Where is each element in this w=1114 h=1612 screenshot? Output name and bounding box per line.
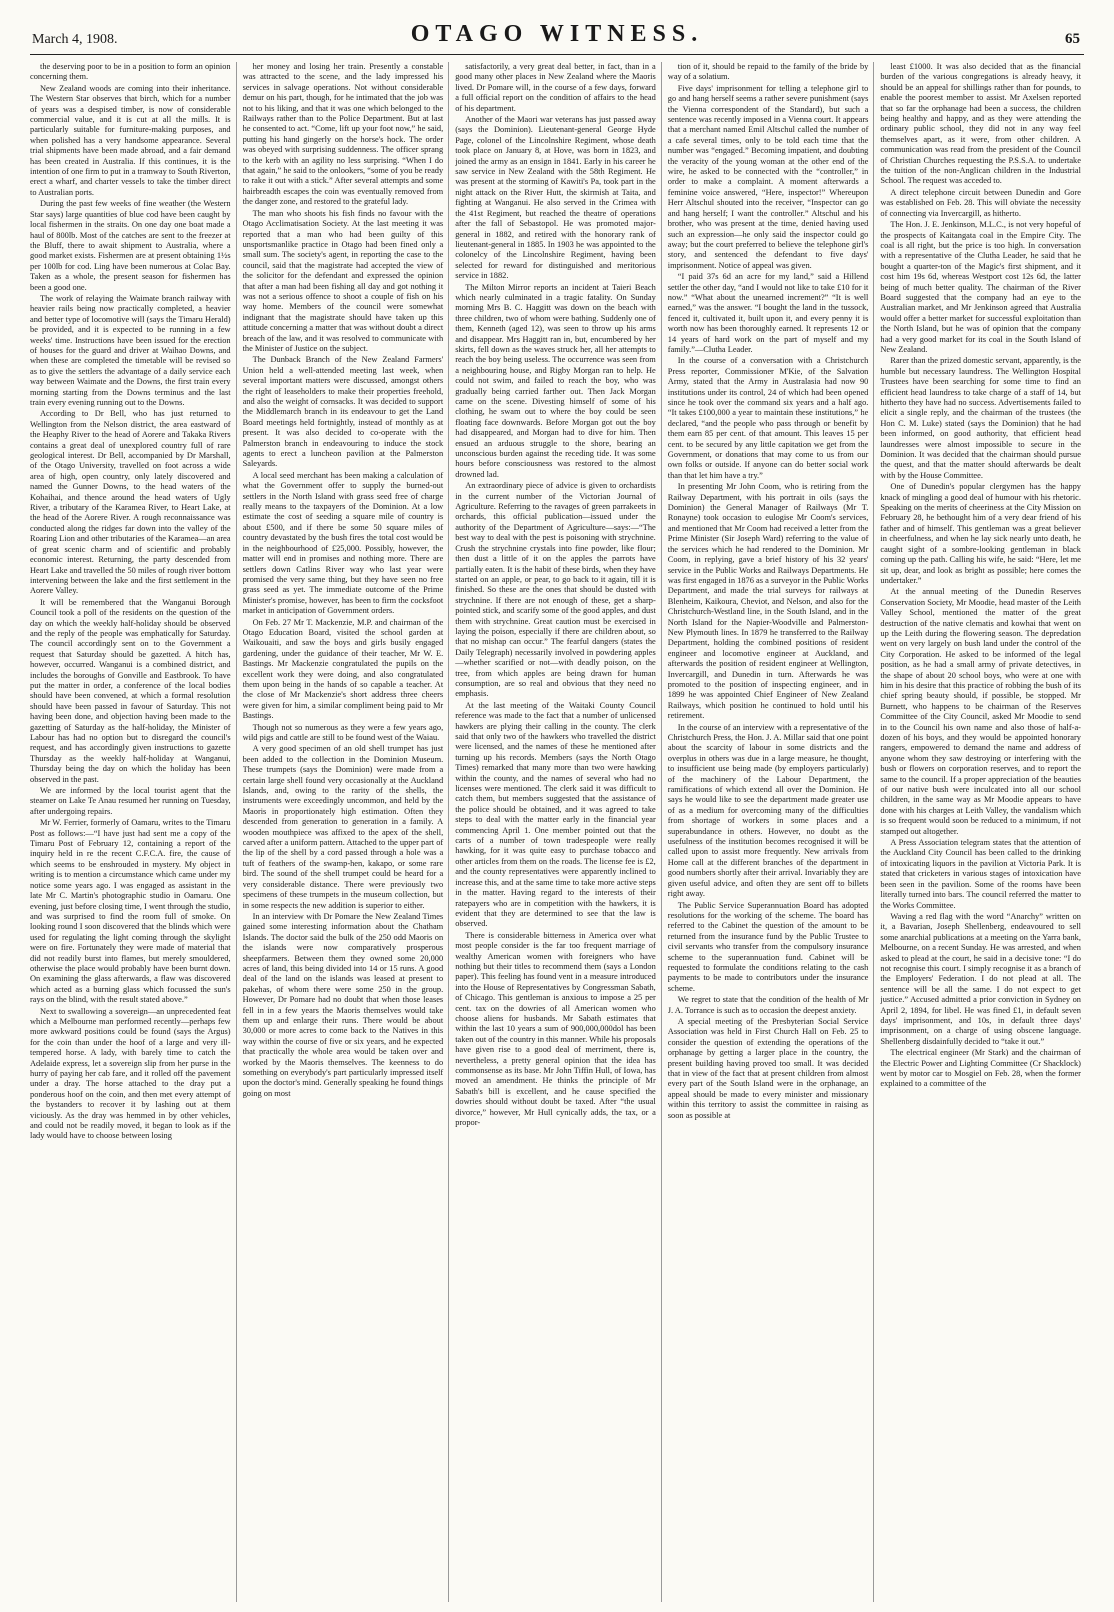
- paragraph: Though not so numerous as they were a few years ago, wild pigs and cattle are still to be found west of the Waiau.: [242, 722, 444, 742]
- paragraph: The man who shoots his fish finds no favour with the Otago Acclimatisation Society. At the last meeting it was reported that a man who had been guilty of this unsportsmanlike practice in Otago had been fined only a small sum. The society's agent, in reporting the case to the council, said that the magistrate had accepted the view of the solicitor for the defendant and expressed the opinion that after a man had been fishing all day and got nothing it was not a serious offence to shoot a couple of fish on his way home. Members of the council were somewhat indignant that the magistrate should have taken up this attitude concerning a matter that was without doubt a direct breach of the law, and it was resolved to communicate with the Minister of Justice on the subject.: [242, 208, 444, 353]
- paragraph: According to Dr Bell, who has just returned to Wellington from the Nelson district, the area eastward of the Heaphy River to the head of Aorere and Takaka Rivers contains a great deal of unexplored country full of rare geological interest. Dr Bell, accompanied by Dr Marshall, of the Otago University, travelled on foot across a wide area of high, open country, only lately discovered and named the Gunner Downs, to the head waters of the Kohaihai, and thence around the head waters of Ugly River, a tributary of the Karamea River, to Heart Lake, at the head of the Aorere River. A rough reconnaissance was conducted along the ridges far down into the valley of the Roaring Lion and other tributaries of the Karamea—an area of great scenic charm and of scientific and probably economic interest. Returning, the party descended from Heart Lake and travelled the 50 miles of rough river bottom intervening between the lake and the first settlement in the Aorere Valley.: [30, 409, 231, 596]
- paragraph: We regret to state that the condition of the health of Mr J. A. Torrance is such as to occasion the deepest anxiety.: [667, 995, 869, 1015]
- paragraph: At the annual meeting of the Dunedin Reserves Conservation Society, Mr Moodie, head master of the Leith Valley School, mentioned the matter of the great destruction of the native clematis and kowhai that went on up the Leith during the flowering season. The depredation went on very largely on bush land under the control of the City Corporation. He asked to be informed of the legal position, as he had a small army of private detectives, in the shape of about 20 school boys, who were at one with him in his desire that this practice of robbing the bush of its chief spring beauty should, if possible, be stopped. Mr Burnett, who happens to be chairman of the Reserves Committee of the City Council, asked Mr Moodie to send in to the Council his own name and also those of half-a-dozen of his boys, and they would be appointed honorary rangers, empowered to demand the name and address of anyone whom they saw destroying or interfering with the bush or flowers on corporation reserves, and to report the same to the council. If a proper appreciation of the beauties of our native bush were inculcated into all our school children, in the same way as Mr Moodie appears to have done with his charges at Leith Valley, the vandalism which is so frequent would soon be reduced to a minimum, if not stamped out altogether.: [880, 587, 1081, 836]
- paragraph: A direct telephone circuit between Dunedin and Gore was established on Feb. 28. This will obviate the necessity of connecting via Invercargill, as hitherto.: [880, 187, 1081, 218]
- paragraph: The Public Service Superannuation Board has adopted resolutions for the working of the scheme. The board has referred to the Cabinet the question of the amount to be returned from the insurance fund by the Public Trustee to civil servants who transfer from the compulsory insurance scheme to the superannuation fund. Cabinet will be requested to formulate the conditions relating to the cash payments to be made to contributors under the insurance scheme.: [667, 900, 869, 993]
- paragraph: Next to swallowing a sovereign—an unprecedented feat which a Melbourne man performed recently—perhaps few more awkward positions could be found (says the Argus) for the coin than under the hoof of a large and very ill-tempered horse. A lady, with barely time to catch the Adelaide express, let a sovereign slip from her purse in the hurry of paying her cab fare, and it rolled off the pavement under a dray. The horse attached to the dray put a ponderous hoof on the coin, and then met every attempt of the bystanders to recover it by lashing out at them viciously. As the dray was hemmed in by other vehicles, and could not be readily moved, it began to look as if the lady would have to choose between losing: [30, 1006, 231, 1141]
- paragraph: Five days' imprisonment for telling a telephone girl to go and hang herself seems a rather severe punishment (says the Vienna correspondent of the Standard), but such a sentence was recently imposed in a Vienna court. It appears that a merchant named Emil Altschul called the number of a cafe several times, only to be told each time that the number was “engaged.” Becoming impatient, and doubting the veracity of the young woman at the other end of the wire, he asked to be connected with the “controller,” in order to make a complaint. A moment afterwards a feminine voice answered, “Here, inspector!” Whereupon Herr Altschul shouted into the receiver, “Inspector can go and hang herself; I want the controller.” Altschul and his brother, who was present at the time, denied having used such an expression—he only said the inspector could go away; but the court preferred to believe the telephone girl's story, and sentenced the defendant to five days' imprisonment. Notice of appeal was given.: [667, 83, 869, 270]
- paragraph: One of Dunedin's popular clergymen has the happy knack of mingling a good deal of humour with his rhetoric. Speaking on the merits of cheeriness at the City Mission on February 28, he bethought him of a very dear friend of his father and of himself. This gentleman was a great believer in cheerfulness, and when he lay sick nearly unto death, he caught sight of a sombre-looking gentleman in black coming up the path. Calling his wife, he said: “Here, let me sit up, dear, and look as bright as possible; here comes the undertaker.”: [880, 482, 1081, 585]
- paragraph: The work of relaying the Waimate branch railway with heavier rails being now practically completed, a heavier and better type of locomotive will (says the Timaru Herald) be provided, and it is expected to be running in a few weeks' time. Instructions have been issued for the erection of houses for the guard and driver at Waihao Downs, and when these are completed the timetable will be revised so as to give the settlers the advantage of a daily service each way between Waimate and the Downs, the first train every morning starting from the Downs terminus and the last train every evening running out to the Downs.: [30, 293, 231, 407]
- article-columns: [30, 62, 1086, 1602]
- paragraph: An extraordinary piece of advice is given to orchardists in the current number of the Victorian Journal of Agriculture. Referring to the ravages of green parrakeets in orchards, this official publication—issued under the authority of the Department of Agriculture—says:—“The best way to deal with the pest is poisoning with strychnine. Crush the strychnine crystals into fine powder, like flour; then dust a little of it on the apples the parrots have partially eaten. It is the habit of these birds, when they have started on an apple, or pear, to go back to it again, till it is finished. So these are the ones that should be dusted with strychnine. If there are not enough of these, get a sharp-pointed stick, and scarify some of the good apples, and dust them with strychnine. Great caution must be exercised in laying the poison, especially if there are children about, so that no mishap can occur.” The fearful dangers (states the Daily Telegraph) necessarily involved in powdering apples—whether scarified or not—with deadly poison, on the tree, from which apples are being drawn for human consumption, are so real and obvious that they need no emphasis.: [455, 481, 656, 699]
- paragraph: During the past few weeks of fine weather (the Western Star says) large quantities of blue cod have been caught by local fishermen in the straits. On one day one boat made a haul of 800lb. Most of the catches are sent to the freezer at the Bluff, there to await shipment to Australia, where a good market exists. Fishermen are at present obtaining 1½s per 100lb for cod. Ling have been numerous at Colac Bay. Taken as a whole, the present season for fishermen has been a good one.: [30, 199, 231, 292]
- paragraph: “I paid 37s 6d an acre for my land,” said a Hillend settler the other day, “and I would not like to take £10 for it now.” “What about the unearned increment?” “It is well earned,” was the answer. “I bought the land in the tussock, fenced it, cultivated it, built upon it, and every penny it is worth now has been thoroughly earned. It represents 12 or 14 years of hard work on the part of myself and my family.”—Clutha Leader.: [667, 272, 869, 354]
- column-2: [243, 62, 450, 1602]
- paragraph: In the course of a conversation with a Christchurch Press reporter, Commissioner M'Kie, of the Salvation Army, stated that the Army in Australasia had now 90 institutions under its control, 24 of which had been opened since he took over the command six years and a half ago. “It takes £100,000 a year to maintain these institutions,” he declared, “and the people who pass through or benefit by them earn 85 per cent. of that amount. This leaves 15 per cent. to be secured by any little capitation we get from the Government, or donations that may come to us from our own folks or outside. If anyone can do better social work than that let him have a try.”: [667, 356, 869, 480]
- masthead: [30, 14, 1084, 55]
- paragraph: tion of it, should be repaid to the family of the bride by way of a solatium.: [667, 62, 869, 82]
- paragraph: At the last meeting of the Waitaki County Council reference was made to the fact that a number of unlicensed hawkers are plying their calling in the county. The clerk said that only two of the hawkers who travelled the district were licensed, and the names of these he mentioned after turning up his records. Members (says the North Otago Times) remarked that many more than two were hawking within the county, and the names of several who had no licenses were mentioned. The clerk said it was difficult to catch them, but members suggested that the assistance of the police should be obtained, and it was agreed to take steps to deal with the matter early in the financial year commencing April 1. One member pointed out that the carts of a number of town tradespeople were really hawking, for it was quite easy to purchase tobacco and other articles from them on the roads. The license fee is £2, and the county representatives were apparently inclined to increase this, and at the same time to take more active steps in the matter. Having regard to the interests of their ratepayers who are in competition with the hawkers, it is evident that they are determined to see that the law is observed.: [455, 700, 656, 929]
- paragraph: Mr W. Ferrier, formerly of Oamaru, writes to the Timaru Post as follows:—“I have just had sent me a copy of the Timaru Post of February 12, containing a report of the inquiry held in re the recent C.F.C.A. fire, the cause of which seems to be enshrouded in mystery. My object in writing is to mention a circumstance which came under my notice some years ago. I was engaged as assistant in the late Mr C. Martin's photographic studio in Oamaru. One evening, just before closing time, I went through the studio, and was surprised to find the room full of smoke. On looking round I soon discovered that the blinds which were used for regulating the light coming through the skylight were on fire. Fortunately they were made of material that did not readily burst into flames, but merely smouldered, otherwise the place would probably have been burnt down. On examining the glass afterwards, a flaw was discovered which acted as a burning glass which focussed the sun's rays on the blind, with the result stated above.”: [30, 818, 231, 1005]
- paragraph: New Zealand woods are coming into their inheritance. The Western Star observes that birch, which for a number of years was a despised timber, is now of considerable commercial value, and it is cut at all the mills. It is particularly suitable for furniture-making purposes, and when polished has a very handsome appearance. Several trial shipments have been made abroad, and a fair demand has been created in Australia. If this continues, it is the intention of one firm to put in a tramway to South Riverton, erect a wharf, and charter vessels to take the timber direct to Australian ports.: [30, 83, 231, 197]
- paragraph: Waving a red flag with the word “Anarchy” written on it, a Bavarian, Joseph Shellenberg, endeavoured to sell some anarchial publications at a meeting on the Yarra bank, Melbourne, on a recent Sunday. He was arrested, and when asked to plead at the court, he said in a decisive tone: “I do not recognise this court. I simply recognise it as a branch of the Employers' Federation. I do not plead at all. The sentence will be all the same. I do not expect to get justice.” Accused admitted a prior conviction in Sydney on April 2, 1894, for libel. He was fined £1, in default seven days' imprisonment, and 10s, in default three days' imprisonment, on a charge of using obscene language. Shellenberg disdainfully decided to “take it out.”: [880, 911, 1081, 1046]
- paragraph: least £1000. It was also decided that as the financial burden of the various congregations is already heavy, it should be an appeal for shillings rather than for pounds, to enable the poorest member to assist. Mr Axelsen reported that so far the orphanage had been a success, the children being healthy and happy, and as they were attending the ordinary public school, they did not in any way feel themselves apart, as it were, from other children. A communication was read from the president of the Council of Christian Churches requesting the P.S.S.A. to undertake the tuition of the non-Anglican children in the Industrial School. The request was acceded to.: [880, 62, 1081, 186]
- paragraph: The Dunback Branch of the New Zealand Farmers' Union held a well-attended meeting last week, when several important matters were discussed, amongst others the right of leaseholders to make their properties freehold, and also the weight of cornsacks. It was decided to support the Middlemarch branch in its endeavour to get the Land Board meetings held fortnightly, instead of monthly as at present. It was also decided to co-operate with the Palmerston branch in endeavouring to induce the stock agents to erect a luncheon pavilion at the Palmerston Saleyards.: [242, 355, 444, 469]
- column-1: [30, 62, 237, 1602]
- paragraph: A special meeting of the Presbyterian Social Service Association was held in First Church Hall on Feb. 25 to consider the question of extending the operations of the orphanage by getting a larger place in the country, the present building having proved too small. It was decided that in view of the fact that at present children from almost every part of the South Island were in the orphanage, an appeal should be made to every minister and missionary within this territory to assist the committee in raising as soon as possible at: [667, 1016, 869, 1120]
- issue-date: March 4, 1908.: [32, 32, 118, 47]
- column-4: [668, 62, 875, 1602]
- paragraph: The electrical engineer (Mr Stark) and the chairman of the Electric Power and Lighting Committee (Cr Shacklock) went by motor car to Mosgiel on Feb. 28, when the former explained to a committee of the: [880, 1048, 1081, 1089]
- paragraph: We are informed by the local tourist agent that the steamer on Lake Te Anau resumed her running on Tuesday, after undergoing repairs.: [30, 786, 231, 816]
- page-number: 65: [1065, 31, 1080, 47]
- column-3: [455, 62, 662, 1602]
- paragraph: Another of the Maori war veterans has just passed away (says the Dominion). Lieutenant-general George Hyde Page, colonel of the Lincolnshire Regiment, whose death took place on January 8, at Hove, was born in 1823, and joined the army as an ensign in 1841. Early in his career he saw service in New Zealand with the 58th Regiment. He was present at the storming of Kawiti's Pa, took part in the night attack on the River Hutt, the skirmish at Taita, and fighting at Wanganui. He also served in the Crimea with the 41st Regiment, but reached the theatre of operations after the fall of Sebastopol. He was promoted major-general in 1882, and retired with the honorary rank of lieutenant-general in 1885. In 1903 he was appointed to the colonelcy of the Lincolnshire Regiment, having been selected for reward for distinguished and meritorious service in 1882.: [455, 115, 656, 281]
- paragraph: The Milton Mirror reports an incident at Taieri Beach which nearly culminated in a tragic fatality. On Sunday morning Mrs B. C. Haggitt was down on the beach with three children, two of whom were bathing. Suddenly one of them, Kenneth (aged 12), was seen to throw up his arms and disappear. Mrs Haggitt ran in, but, encumbered by her skirts, fell down as the waves struck her, all her attempts to reach the boy being useless. The occurrence was seen from a neighbouring house, and Rigby Morgan ran to help. He could not swim, and failed to reach the boy, who was gradually being carried farther out. Then Jack Morgan came on the scene. Divesting himself of some of his clothing, he swam out to where the boy could be seen floating face downwards. Before Morgan got out the boy had disappeared, and Morgan had to dive for him. Then ensued an arduous struggle to the shore, bearing an unconscious burden against the receding tide. It was some hours before consciousness was restored to the almost drowned lad.: [455, 282, 656, 479]
- paragraph: her money and losing her train. Presently a constable was attracted to the scene, and the lady impressed his services in salvage operations. Not without considerable demur on his part, though, for he intimated that the job was not to his liking, and that it was one which belonged to the Railways rather than to the Police Department. But at last he consented to act. “Come, lift up your foot now,” he said, putting his hand gingerly on the horse's hock. The order was obeyed with surprising suddenness. The officer sprang to the kerb with an agility no less surprising. “When I do that again,” he said to the onlookers, “some of you be ready to rake it out with a stick.” After several attempts and some hairbreadth escapes the coin was eventually removed from the danger zone, and restored to the grateful lady.: [242, 62, 444, 207]
- paragraph: There is considerable bitterness in America over what most people consider is the far too frequent marriage of wealthy American women with foreigners who have nothing but their titles to recommend them (says a London paper). This feeling has found vent in a measure introduced into the House of Representatives by Congressman Sabath, of Chicago. This gentleman is anxious to impose a 25 per cent. tax on the dowries of all American women who choose aliens for husbands. Mr Sabath estimates that within the last 10 years a sum of 900,000,000dol has been taken out of the country in this manner. While his proposals have given rise to a good deal of merriment, there is, nevertheless, a pretty general opinion that the idea has commonsense as its base. Mr John Tiffin Hull, of Iowa, has moved an amendment. He thinks the principle of Mr Sabath's bill is excellent, and he cause specified the dowries should without doubt be taxed. After “the usual divorce,” however, Mr Hull cynically adds, the tax, or a propor-: [455, 930, 656, 1128]
- paragraph: It will be remembered that the Wanganui Borough Council took a poll of the residents on the question of the day on which the weekly half-holiday should be observed and the reply of the people was emphatically for Saturday. The council accordingly sent on to the Government a request that Saturday should be gazetted. A hitch has, however, occurred. Wanganui is a combined district, and includes the boroughs of Gonville and Eastbrook. To have put the matter in order, a conference of the local bodies should have been convened, at which a formal resolution should have been passed in favour of Saturday. This not having been done, and objection having been made to the gazetting of Saturday as the half-holiday, the Minister of Labour has had no option but to disregard the council's request, and has accordingly given instructions to gazette Thursday as the weekly half-holiday at Wanganui, Thursday being the day on which the holiday has been observed in the past.: [30, 597, 231, 784]
- paragraph: A very good specimen of an old shell trumpet has just been added to the collection in the Dominion Museum. These trumpets (says the Dominion) were made from a certain large shell found very occasionally at the Auckland Islands, and, owing to the rarity of the shells, the instruments were exceedingly uncommon, and held by the Maoris in proportionately high estimation. Often they descended from generation to generation in a family. A wooden mouthpiece was affixed to the apex of the shell, carved after a uniform pattern. Attached to the upper part of the lip of the shell by a cord passed through a hole was a tuft of feathers of the swamp-hen, kakapo, or some rare bird. The sound of the shell trumpet could be heard for a very considerable distance. There were previously two specimens of these trumpets in the museum collection, but in some respects the new addition is superior to either.: [242, 744, 444, 910]
- paragraph: In an interview with Dr Pomare the New Zealand Times gained some interesting information about the Chatham Islands. The doctor said the bulk of the 250 odd Maoris on the islands were now comparatively prosperous sheepfarmers. Between them they owned some 20,000 acres of land, this being divided into 14 or 15 runs. A good deal of the land on the islands was leased at present to pakehas, of whom there were some 250 in the group. However, Dr Pomare had no doubt that when those leases fell in in a few years the Maoris themselves would take them up and enlarge their runs. There would be about 30,000 or more acres to come back to the Natives in this way within the course of five or six years, and he expected that practically the whole area would be taken over and worked by the Maoris themselves. The keenness to do something on everybody's part particularly impressed itself upon the doctor's mind. Generally speaking he found things going on most: [242, 911, 444, 1098]
- paragraph: satisfactorily, a very great deal better, in fact, than in a good many other places in New Zealand where the Maoris lived. Dr Pomare will, in the course of a few days, forward a full official report on the condition of affairs to the head of his department.: [455, 62, 656, 113]
- paragraph: Rarer than the prized domestic servant, apparently, is the humble but necessary laundress. The Wellington Hospital Trustees have been searching for some time to find an efficient head laundress to take charge of a staff of 14, but hitherto they have had no success. Advertisements failed to elicit a single reply, and the chairman of the trustees (the Hon C. M. Luke) stated (says the Dominion) that he had been informed, on good authority, that efficient head laundresses were almost impossible to secure in the Dominion. It was decided that the chairman should pursue the quest, and that the matter should afterwards be dealt with by the House Committee.: [880, 356, 1081, 480]
- paragraph: The Hon. J. E. Jenkinson, M.L.C., is not very hopeful of the prospects of Kaitangata coal in the Empire City. The coal is all right, but the price is too high. In conversation with a representative of the Clutha Leader, he said that he bought a quarter-ton of the Magic's first shipment, and it cost him 19s 6d, whereas Westport cost 12s 6d, the latter being of much better quality. The chairman of the River Board suggested that the company had an eye to the Australian market, and Mr Jenkinson agreed that Australia would offer a better market for successful exploitation than the North Island, but he was of opinion that the company had a very good market for its coal in the South Island of New Zealand.: [880, 220, 1081, 354]
- newspaper-title: OTAGO WITNESS.: [410, 21, 704, 47]
- paragraph: In presenting Mr John Coom, who is retiring from the Railway Department, with his portrait in oils (says the Dominion) the General Manager of Railways (Mr T. Ronayne) took occasion to eulogise Mr Coom's services, and mentioned that Mr Coom had received a letter from the Prime Minister (Sir Joseph Ward) referring to the value of the services which he had rendered to the Dominion. Mr Coom, in replying, gave a brief history of his 32 years' service in the Public Works and Railways Departments. He was first engaged in 1876 as a surveyor in the Public Works Department, and made the trial surveys for railways at Blenheim, Kaikoura, Cheviot, and Nelson, and also for the Christchurch-Westland line, in the South Island, and in the North Island for the Napier-Woodville and Palmerston-New Plymouth lines. In 1879 he transferred to the Railway Department, holding the combined positions of resident engineer and locomotive engineer at Auckland, and afterwards the position of resident engineer at Wellington, Invercargill, and Dunedin in turn. Afterwards he was promoted to the position of inspecting engineer, and in 1899 he was appointed Chief Engineer of New Zealand Railways, which position he continued to hold until his retirement.: [667, 482, 869, 721]
- paragraph: the deserving poor to be in a position to form an opinion concerning them.: [30, 62, 231, 82]
- paragraph: A Press Association telegram states that the attention of the Auckland City Council has been called to the drinking of intoxicating liquors in the pavilion at Victoria Park. It is stated that cricketers in various stages of intoxication have been seen in the pavilion. Some of the rooms have been literally turned into bars. The council referred the matter to the Works Committee.: [880, 838, 1081, 910]
- column-5: [880, 62, 1086, 1602]
- paragraph: On Feb. 27 Mr T. Mackenzie, M.P. and chairman of the Otago Education Board, visited the school garden at Waikouaiti, and saw the boys and girls busily engaged gardening, under the guidance of their teacher, Mr W. E. Bastings. Mr Mackenzie congratulated the pupils on the excellent work they were doing, and also congratulated them upon being in the hands of so capable a teacher. At the close of Mr Mackenzie's short address three cheers were given for him, a similar compliment being paid to Mr Bastings.: [242, 617, 444, 721]
- paragraph: In the course of an interview with a representative of the Christchurch Press, the Hon. J. A. Millar said that one point about the scarcity of labour in some districts and the overplus in others was due in a large measure, he thought, to insufficient use being made (by employers particularly) of the machinery of the Labour Department, the ramifications of which extend all over the Dominion. He says he would like to see the department made greater use of as a medium for overcoming many of the difficulties from shortage of workers in some places and a superabundance in others. However, no doubt as the usefulness of the institution becomes recognised it will be called upon to assist more frequently. New arrivals from Home call at the different branches of the department in good numbers shortly after their arrival. Invariably they are given useful advice, and often they are sent off to billets right away.: [667, 722, 869, 899]
- paragraph: A local seed merchant has been making a calculation of what the Government offer to supply the burned-out settlers in the North Island with grass seed free of charge really means to the taxpayers of the Dominion. At a low estimate the cost of seeding a square mile of country is about £500, and if there be some 50 square miles of country devastated by the bush fires the total cost would be in the neighbourhood of £25,000. Possibly, however, the matter will end in promises and nothing more. There are settlers down Catlins River way who last year were promised the very same thing, but they have seen no free grass seed as yet. The immediate outcome of the Prime Minister's promise, however, has been to firm the cocksfoot market in anticipation of Government orders.: [242, 470, 444, 616]
